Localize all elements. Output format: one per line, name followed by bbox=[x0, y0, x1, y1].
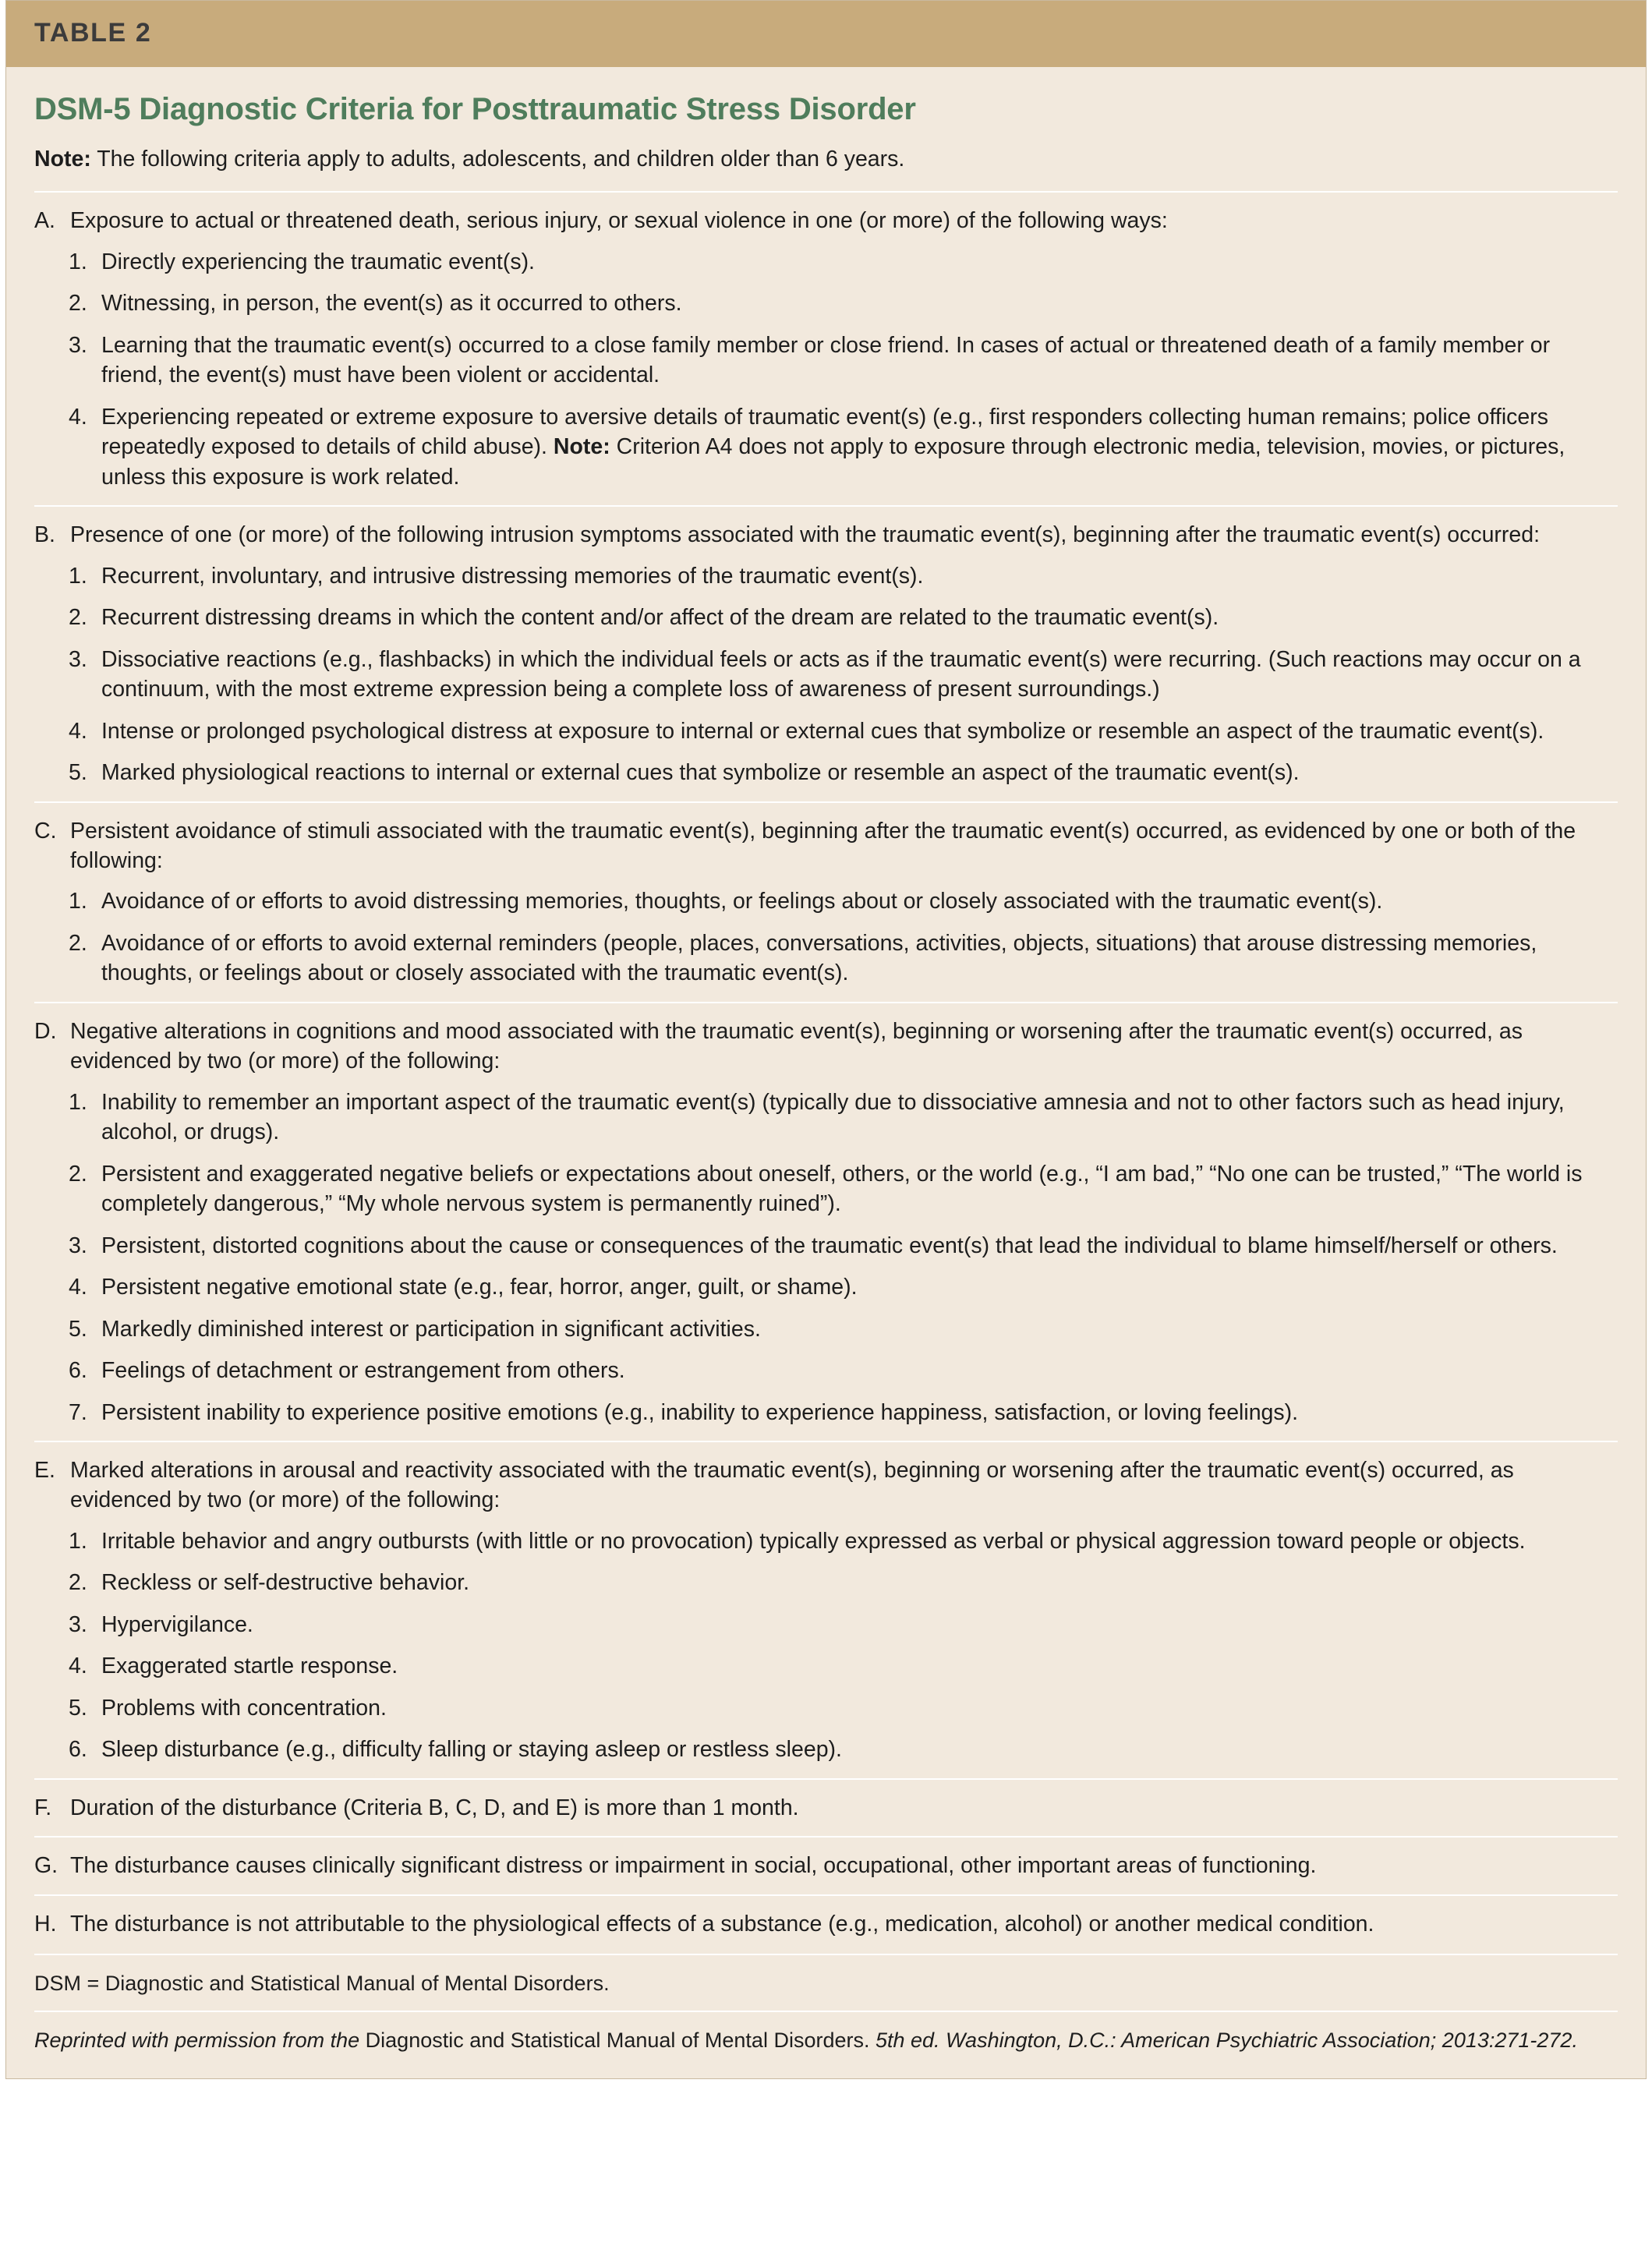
list-item bbox=[34, 1735, 1618, 1764]
list-item-number: 2. bbox=[69, 605, 87, 631]
list-item-text: Dissociative reactions (e.g., flashbacks) in which the individual feels or acts as if the traumatic event(s) were recurring. (Such reactions may occur on a continuum, with the most extreme expression being a complete loss of awareness of present surroundings.) bbox=[101, 646, 1581, 702]
criterion-text: The disturbance is not attributable to the physiological effects of a substance (e.g., medication, alcohol) or another medical condition. bbox=[70, 1911, 1374, 1937]
list-item-number: 1. bbox=[69, 563, 87, 589]
criterion-d bbox=[34, 1002, 1618, 1441]
list-item-text: Marked physiological reactions to internal or external cues that symbolize or resemble an aspect of the traumatic event(s). bbox=[101, 760, 1300, 786]
criterion-letter: E. bbox=[34, 1458, 55, 1483]
criterion-sublist bbox=[34, 886, 1618, 988]
list-item-number: 7. bbox=[69, 1399, 87, 1425]
criterion-text: Presence of one (or more) of the following intrusion symptoms associated with the traumatic event(s), beginning after the traumatic event(s) occurred: bbox=[70, 522, 1541, 548]
criterion-row bbox=[34, 816, 1618, 876]
list-item-text: Problems with concentration. bbox=[101, 1695, 387, 1721]
list-item-number: 5. bbox=[69, 1316, 87, 1342]
criterion-text: Marked alterations in arousal and reactivity associated with the traumatic event(s), beginning or worsening after the traumatic event(s) occurred, as evidenced by two (or more) of the following: bbox=[70, 1458, 1514, 1513]
criterion-row bbox=[34, 206, 1618, 235]
criterion-f bbox=[34, 1778, 1618, 1836]
criterion-row bbox=[34, 1851, 1618, 1880]
criterion-c bbox=[34, 801, 1618, 1002]
list-item-number: 2. bbox=[69, 1161, 87, 1187]
reprint-permission-note bbox=[34, 2011, 1618, 2056]
list-item bbox=[34, 928, 1618, 989]
criterion-sublist bbox=[34, 247, 1618, 492]
list-item bbox=[34, 716, 1618, 746]
list-item bbox=[34, 247, 1618, 277]
note-text: The following criteria apply to adults, adolescents, and children older than 6 years. bbox=[90, 147, 905, 172]
criterion-sublist bbox=[34, 561, 1618, 788]
list-item-text: Directly experiencing the traumatic event(s). bbox=[101, 249, 535, 274]
list-item-number: 5. bbox=[69, 760, 87, 786]
list-item-text bbox=[101, 402, 1618, 492]
criterion-row bbox=[34, 1793, 1618, 1823]
list-item-number: 3. bbox=[69, 1233, 87, 1258]
list-item bbox=[34, 1526, 1618, 1556]
criterion-row bbox=[34, 1017, 1618, 1077]
list-item-number: 6. bbox=[69, 1737, 87, 1763]
reprint-part3: 5th ed. Washington, D.C.: American Psychiatric Association; 2013:271-272. bbox=[869, 2028, 1578, 2052]
criterion-letter: F. bbox=[34, 1795, 52, 1820]
list-item-number: 4. bbox=[69, 1654, 87, 1679]
list-item bbox=[34, 603, 1618, 632]
list-item-text: Inability to remember an important aspect of the traumatic event(s) (typically due to dissociative amnesia and not to other factors such as head injury, alcohol, or drugs). bbox=[101, 1089, 1565, 1145]
list-item-number: 4. bbox=[69, 718, 87, 744]
criterion-text: Exposure to actual or threatened death, serious injury, or sexual violence in one (or more) of the following ways: bbox=[70, 208, 1168, 234]
criterion-h bbox=[34, 1894, 1618, 1952]
note-label: Note: bbox=[34, 147, 91, 172]
list-item bbox=[34, 288, 1618, 318]
inline-note-label: Note: bbox=[553, 434, 610, 460]
criterion-row bbox=[34, 1909, 1618, 1939]
reprint-source-title: Diagnostic and Statistical Manual of Mental Disorders. bbox=[365, 2028, 870, 2052]
list-item bbox=[34, 1398, 1618, 1427]
list-item-text-part2: Criterion A4 does not apply to exposure through electronic media, television, movies, or pictures, unless this exposure is work related. bbox=[101, 434, 1565, 490]
list-item bbox=[34, 758, 1618, 787]
list-item-text: Intense or prolonged psychological distress at exposure to internal or external cues that symbolize or resemble an aspect of the traumatic event(s). bbox=[101, 718, 1544, 744]
list-item bbox=[34, 1272, 1618, 1302]
list-item bbox=[34, 886, 1618, 916]
criterion-e bbox=[34, 1441, 1618, 1778]
list-item bbox=[34, 645, 1618, 705]
table-title: DSM-5 Diagnostic Criteria for Posttraumatic Stress Disorder bbox=[34, 92, 916, 126]
criterion-text: Persistent avoidance of stimuli associated with the traumatic event(s), beginning after the traumatic event(s) occurred, as evidenced by one or both of the following: bbox=[70, 818, 1576, 873]
list-item-number: 2. bbox=[69, 930, 87, 956]
table-number-label: TABLE 2 bbox=[34, 18, 152, 48]
list-item-text: Avoidance of or efforts to avoid external reminders (people, places, conversations, activities, objects, situations) that arouse distressing memories, thoughts, or feelings about or closely associated with the traumatic event(s). bbox=[101, 930, 1537, 986]
list-item-text: Learning that the traumatic event(s) occurred to a close family member or close friend. In cases of actual or threatened death of a family member or friend, the event(s) must have been violent or accidental. bbox=[101, 332, 1551, 388]
criterion-sublist bbox=[34, 1526, 1618, 1765]
list-item-text: Feelings of detachment or estrangement from others. bbox=[101, 1358, 625, 1384]
list-item bbox=[34, 1314, 1618, 1344]
list-item bbox=[34, 1356, 1618, 1385]
list-item-number: 1. bbox=[69, 1089, 87, 1115]
criterion-letter: C. bbox=[34, 818, 57, 844]
list-item bbox=[34, 331, 1618, 391]
list-item-number: 1. bbox=[69, 1528, 87, 1554]
list-item-text-part1: Experiencing repeated or extreme exposure to aversive details of traumatic event(s) (e.g., first responders collecting human remains; police officers repeatedly exposed to details of child abuse). bbox=[101, 404, 1549, 460]
list-item-number: 1. bbox=[69, 889, 87, 914]
list-item-number: 2. bbox=[69, 1570, 87, 1596]
reprint-part1: Reprinted with permission from the bbox=[34, 2028, 366, 2052]
list-item-number: 2. bbox=[69, 291, 87, 317]
list-item bbox=[34, 1568, 1618, 1597]
criterion-text: The disturbance causes clinically significant distress or impairment in social, occupational, other important areas of functioning. bbox=[70, 1853, 1317, 1879]
criterion-text: Negative alterations in cognitions and mood associated with the traumatic event(s), beginning or worsening after the traumatic event(s) occurred, as evidenced by two (or more) of the following: bbox=[70, 1018, 1523, 1074]
list-item-text: Persistent and exaggerated negative beliefs or expectations about oneself, others, or the world (e.g., “I am bad,” “No one can be trusted,” “The world is completely dangerous,” “My whole nervous system is permanently ruined”). bbox=[101, 1161, 1583, 1217]
criterion-g bbox=[34, 1836, 1618, 1894]
list-item bbox=[34, 1693, 1618, 1723]
list-item bbox=[34, 1651, 1618, 1681]
list-item bbox=[34, 561, 1618, 591]
criterion-row bbox=[34, 1455, 1618, 1516]
list-item-number: 5. bbox=[69, 1695, 87, 1721]
criterion-sublist bbox=[34, 1088, 1618, 1427]
list-item-number: 6. bbox=[69, 1358, 87, 1384]
list-item-text: Recurrent, involuntary, and intrusive distressing memories of the traumatic event(s). bbox=[101, 563, 924, 589]
list-item-text: Irritable behavior and angry outbursts (with little or no provocation) typically expressed as verbal or physical aggression toward people or objects. bbox=[101, 1528, 1526, 1554]
list-item-number: 4. bbox=[69, 404, 87, 430]
criterion-text: Duration of the disturbance (Criteria B, C, D, and E) is more than 1 month. bbox=[70, 1795, 799, 1820]
list-item bbox=[34, 402, 1618, 492]
criterion-letter: A. bbox=[34, 208, 55, 234]
criterion-a bbox=[34, 191, 1618, 505]
list-item bbox=[34, 1159, 1618, 1219]
list-item-number: 3. bbox=[69, 1611, 87, 1637]
criterion-letter: G. bbox=[34, 1853, 58, 1879]
table-body bbox=[6, 67, 1646, 2078]
list-item-number: 1. bbox=[69, 249, 87, 274]
criterion-row bbox=[34, 520, 1618, 550]
list-item-text: Persistent negative emotional state (e.g., fear, horror, anger, guilt, or shame). bbox=[101, 1275, 858, 1300]
list-item bbox=[34, 1610, 1618, 1639]
list-item-text: Witnessing, in person, the event(s) as it occurred to others. bbox=[101, 291, 682, 317]
list-item-text: Reckless or self-destructive behavior. bbox=[101, 1570, 470, 1596]
list-item-text: Sleep disturbance (e.g., difficulty falling or staying asleep or restless sleep). bbox=[101, 1737, 842, 1763]
list-item-number: 4. bbox=[69, 1275, 87, 1300]
list-item-text: Recurrent distressing dreams in which the content and/or affect of the dream are related to the traumatic event(s). bbox=[101, 605, 1219, 631]
criterion-letter: D. bbox=[34, 1018, 57, 1044]
criterion-letter: H. bbox=[34, 1911, 57, 1937]
criterion-b bbox=[34, 505, 1618, 801]
list-item-number: 3. bbox=[69, 332, 87, 358]
table-container bbox=[5, 0, 1647, 2079]
general-note bbox=[34, 144, 1618, 174]
list-item-text: Avoidance of or efforts to avoid distressing memories, thoughts, or feelings about or closely associated with the traumatic event(s). bbox=[101, 889, 1383, 914]
list-item-number: 3. bbox=[69, 646, 87, 672]
list-item-text: Persistent, distorted cognitions about the cause or consequences of the traumatic event(s) that lead the individual to blame himself/herself or others. bbox=[101, 1233, 1558, 1258]
list-item-text: Markedly diminished interest or participation in significant activities. bbox=[101, 1316, 761, 1342]
criterion-letter: B. bbox=[34, 522, 55, 548]
list-item bbox=[34, 1088, 1618, 1148]
list-item-text: Hypervigilance. bbox=[101, 1611, 253, 1637]
list-item bbox=[34, 1231, 1618, 1261]
list-item-text: Persistent inability to experience positive emotions (e.g., inability to experience happiness, satisfaction, or loving feelings). bbox=[101, 1399, 1299, 1425]
list-item-text: Exaggerated startle response. bbox=[101, 1654, 398, 1679]
table-header-band bbox=[6, 1, 1646, 67]
abbreviation-footnote: DSM = Diagnostic and Statistical Manual of Mental Disorders. bbox=[34, 1954, 1618, 1997]
